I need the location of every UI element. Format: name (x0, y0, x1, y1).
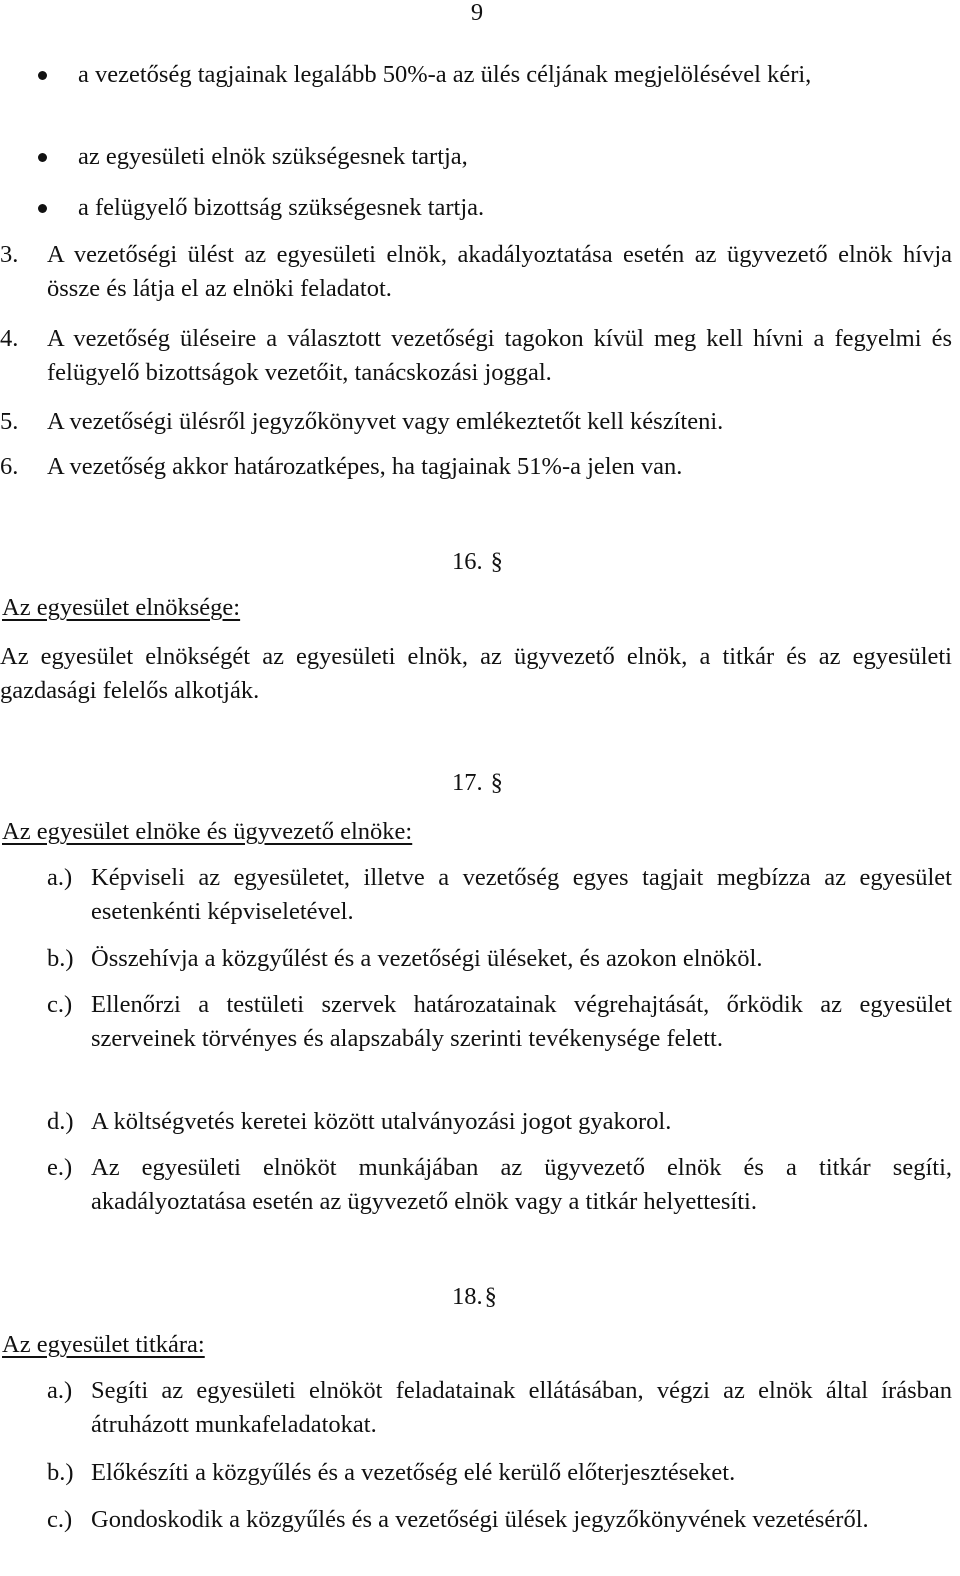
item-label: a.) (47, 1377, 73, 1404)
item-text: Képviseli az egyesületet, illetve a vezetőség egyes tagjait megbízza az egyesület esetenkénti képviseletével. (91, 864, 952, 925)
bullet-icon (38, 153, 47, 162)
item-text: Segíti az egyesületi elnököt feladatainak ellátásában, végzi az elnök által írásban átruházott munkafeladatokat. (91, 1377, 952, 1438)
bullet-text: az egyesületi elnök szükségesnek tartja, (78, 143, 468, 170)
section-heading: Az egyesület elnöksége: (2, 594, 241, 621)
item-number: 3. (0, 241, 19, 268)
section-number: 16. § (452, 545, 503, 579)
item-label: b.) (47, 945, 74, 972)
item-label: c.) (47, 991, 73, 1018)
bullet-text: a felügyelő bizottság szükségesnek tartja. (78, 194, 485, 221)
bullet-item (0, 58, 952, 128)
item-text: Ellenőrzi a testületi szervek határozatainak végrehajtását, őrködik az egyesület szerveinek törvényes és alapszabály szerinti tevékenysége felett. (91, 991, 952, 1052)
section-heading: Az egyesület elnöke és ügyvezető elnöke: (2, 818, 413, 845)
item-text: A vezetőség üléseire a választott vezetőségi tagokon kívül meg kell hívni a fegyelmi és felügyelő bizottságok vezetőit, tanácskozási joggal. (47, 325, 952, 386)
item-text: A vezetőségi ülést az egyesületi elnök, akadályoztatása esetén az ügyvezető elnök hívja össze és látja el az elnöki feladatot. (47, 241, 952, 302)
item-text: Összehívja a közgyűlést és a vezetőségi üléseket, és azokon elnököl. (91, 945, 763, 972)
item-number: 4. (0, 325, 19, 352)
bullet-text: a vezetőség tagjainak legalább 50%-a az ülés céljának megjelölésével kéri, (78, 61, 812, 88)
item-text: A vezetőségi ülésről jegyzőkönyvet vagy emlékeztetőt kell készíteni. (47, 408, 724, 435)
section-sign: § (484, 1283, 497, 1310)
bullet-icon (38, 204, 47, 213)
item-label: e.) (47, 1154, 73, 1181)
section-number: 17. § (452, 766, 503, 800)
item-label: a.) (47, 864, 73, 891)
item-text: Előkészíti a közgyűlés és a vezetőség elé kerülő előterjesztéseket. (91, 1459, 736, 1486)
item-text: Az egyesületi elnököt munkájában az ügyvezető elnök és a titkár segíti, akadályoztatása esetén az ügyvezető elnök vagy a titkár helyettesíti. (91, 1154, 952, 1215)
item-text: A vezetőség akkor határozatképes, ha tagjainak 51%-a jelen van. (47, 453, 683, 480)
item-label: b.) (47, 1459, 74, 1486)
bullet-icon (38, 71, 47, 80)
section-paragraph: Az egyesület elnökségét az egyesületi elnök, az ügyvezető elnök, a titkár és az egyesületi gazdasági felelős alkotják. (0, 643, 952, 704)
bullet-item (0, 191, 952, 225)
bullet-list (0, 58, 952, 221)
item-text: Gondoskodik a közgyűlés és a vezetőségi ülések jegyzőkönyvének vezetéséről. (91, 1506, 869, 1533)
bullet-item (0, 140, 952, 174)
section-sign: § (490, 548, 503, 575)
section-number: 18.§ (452, 1280, 497, 1314)
page-number: 9 (470, 0, 484, 26)
section-heading: Az egyesület titkára: (2, 1331, 205, 1358)
item-text: A költségvetés keretei között utalványozási jogot gyakorol. (91, 1108, 672, 1135)
section-sign: § (490, 769, 503, 796)
item-label: c.) (47, 1506, 73, 1533)
item-label: d.) (47, 1108, 74, 1135)
item-number: 5. (0, 408, 19, 435)
item-number: 6. (0, 453, 19, 480)
